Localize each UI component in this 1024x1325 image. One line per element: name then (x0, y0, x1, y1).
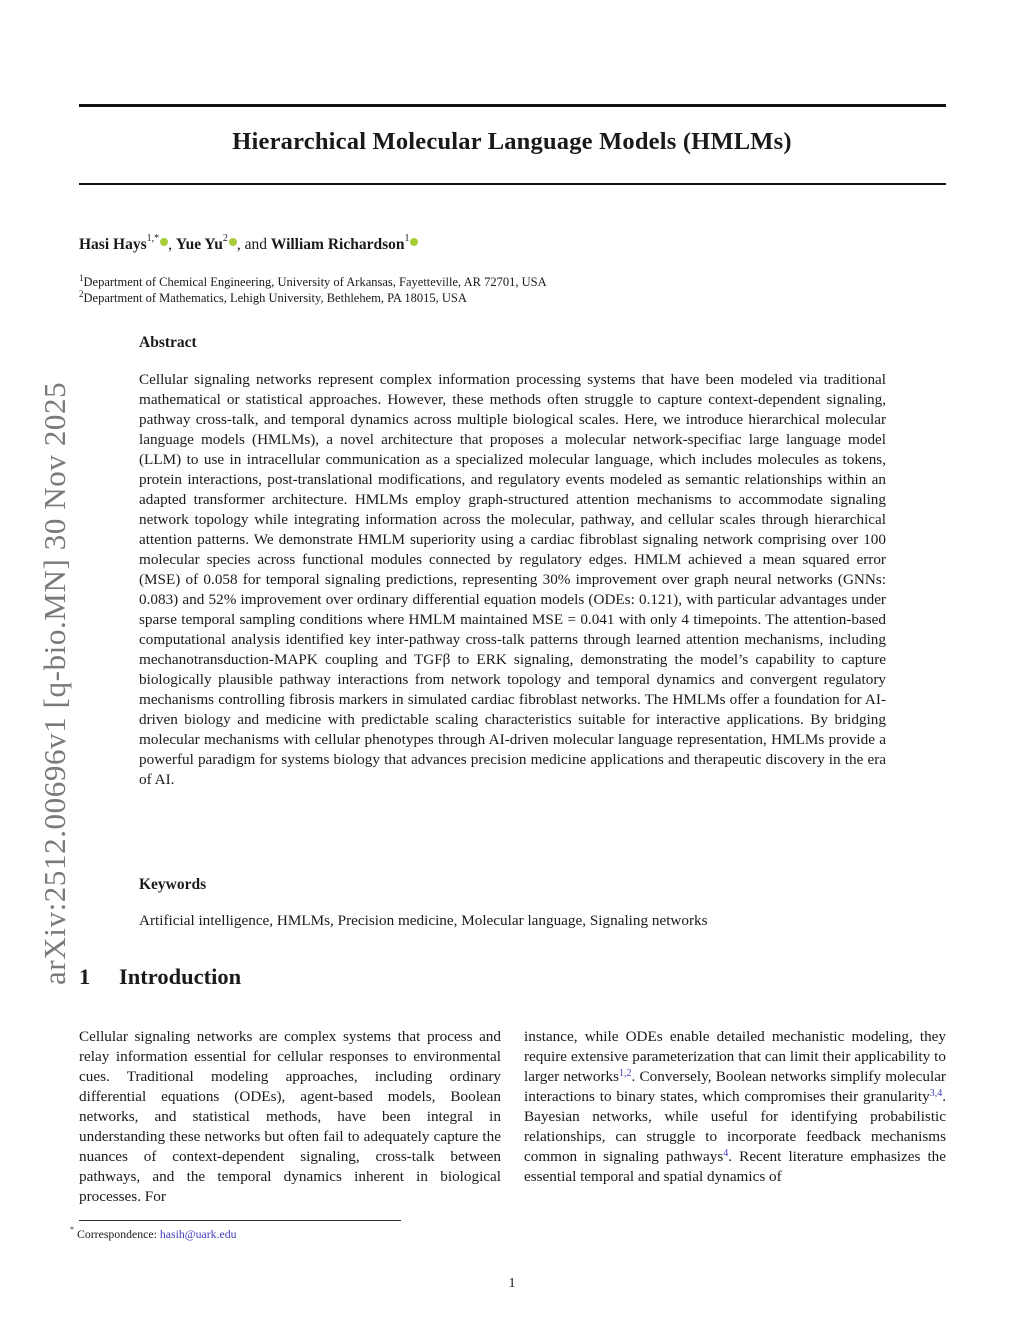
abstract-heading: Abstract (139, 334, 197, 351)
author-superscript: 1,* (146, 233, 160, 244)
page-number: 1 (508, 1276, 516, 1291)
footnote-mark: * (70, 1225, 74, 1234)
citation-link[interactable]: 3,4 (929, 1088, 943, 1099)
body-text: . Recent literature emphasizes the essential temporal and spatial dynamics of (524, 1148, 946, 1185)
paper-title: Hierarchical Molecular Language Models (HMLMs) (232, 128, 792, 155)
body-text: . Conversely, Boolean networks simplify molecular interactions to binary states, which compromises their granularity (524, 1068, 946, 1105)
affiliation (79, 291, 467, 306)
abstract-body: Cellular signaling networks represent complex information processing systems that have been modeled via traditional mathematical or statistical approaches. However, these methods often struggle to capture context-dependent signaling, pathway cross-talk, and temporal dynamics across multiple biological scales. Here, we introduce hierarchical molecular language models (HMLMs), a novel architecture that proposes a molecular network-specifiac large language model (LLM) to use in intracellular communication as a specialized molecular language, which includes molecules as tokens, protein interactions, post-translational modifications, and regulatory events modeled as semantic relationships within an adapted transformer architecture. HMLMs employ graph-structured attention mechanisms to accommodate signaling network topology while integrating information across the molecular, pathway, and cellular scales through hierarchical attention patterns. We demonstrate HMLM superiority using a cardiac fibroblast signaling network comprising over 100 molecular species across functional modules connected by regulatory edges. HMLM achieved a mean squared error (MSE) of 0.058 for temporal signaling predictions, representing 30% improvement over graph neural networks (GNNs: 0.083) and 52% improvement over ordinary differential equation models (ODEs: 0.121), with particular advantages under sparse temporal sampling conditions where HMLM maintained MSE = 0.041 with only 4 timepoints. The attention-based computational analysis identified key inter-pathway cross-talk patterns through learned attention mechanisms, including mechanotransduction-MAPK coupling and TGFβ to ERK signaling, demonstrating the model’s capability to capture biologically plausible pathway interactions from network topology and temporal dynamics and convergent regulatory mechanisms controlling fibrosis markers in simulated cardiac fibroblast networks. The HMLMs offer a foundation for AI-driven biology and medicine with predictable scaling characteristics suitable for interactive applications. By bridging molecular mechanisms with cellular phenotypes through AI-driven molecular language representation, HMLMs provide a powerful paradigm for systems biology that advances precision medicine applications and therapeutic discovery in the era of AI. (139, 371, 886, 788)
section-number: 1 (79, 964, 91, 989)
body-column-right (524, 1027, 946, 1187)
orcid-icon[interactable] (229, 238, 237, 246)
keywords-heading: Keywords (139, 876, 207, 893)
section-title: Introduction (119, 964, 242, 989)
author-separator: , and (236, 236, 271, 253)
affiliation (79, 275, 547, 290)
footnote (70, 1227, 237, 1242)
orcid-icon[interactable] (160, 238, 168, 246)
affiliation-number: 1 (79, 273, 84, 283)
keywords-list: Artificial intelligence, HMLMs, Precision medicine, Molecular language, Signaling networks (139, 912, 708, 929)
correspondence-email-link[interactable]: hasih@uark.edu (159, 1227, 237, 1241)
title-top-rule (79, 104, 946, 107)
footnote-label: Correspondence: (76, 1227, 160, 1241)
title-bottom-rule (79, 183, 946, 185)
body-column-left: Cellular signaling networks are complex systems that process and relay information essential for cellular responses to environmental cues. Traditional modeling approaches, including ordinary differential equations (ODEs), agent-based models, Boolean networks, and statistical methods, have been integral in understanding these networks but often fail to adequately capture the nuances of context-dependent signaling, cross-talk between pathways, and the temporal dynamics inherent in biological processes. For (79, 1028, 501, 1205)
affiliation-number: 2 (79, 289, 84, 299)
author-name[interactable]: William Richardson (270, 236, 405, 253)
orcid-icon[interactable] (410, 238, 418, 246)
body-text: . Bayesian networks, while useful for identifying probabilistic relationships, can struggle to incorporate feedback mechanisms common in signaling pathways (524, 1088, 946, 1165)
affiliation-text: Department of Mathematics, Lehigh University, Bethlehem, PA 18015, USA (83, 291, 467, 305)
author-separator: , (168, 236, 176, 253)
section-heading (79, 964, 241, 990)
citation-link[interactable]: 1,2 (619, 1068, 632, 1079)
author-superscript: 1 (404, 233, 410, 244)
footnote-rule (79, 1220, 401, 1221)
author-superscript: 2 (222, 233, 228, 244)
author-name[interactable]: Yue Yu (175, 236, 223, 253)
affiliation-text: Department of Chemical Engineering, University of Arkansas, Fayetteville, AR 72701, USA (83, 275, 547, 289)
arxiv-identifier: arXiv:2512.00696v1 [q-bio.MN] 30 Nov 2025 (37, 381, 72, 985)
author-list (79, 233, 418, 254)
body-text: instance, while ODEs enable detailed mechanistic modeling, they require extensive parameterization that can limit their applicability to larger networks (524, 1028, 946, 1085)
citation-link[interactable]: 4 (723, 1148, 729, 1159)
author-name[interactable]: Hasi Hays (79, 236, 147, 253)
